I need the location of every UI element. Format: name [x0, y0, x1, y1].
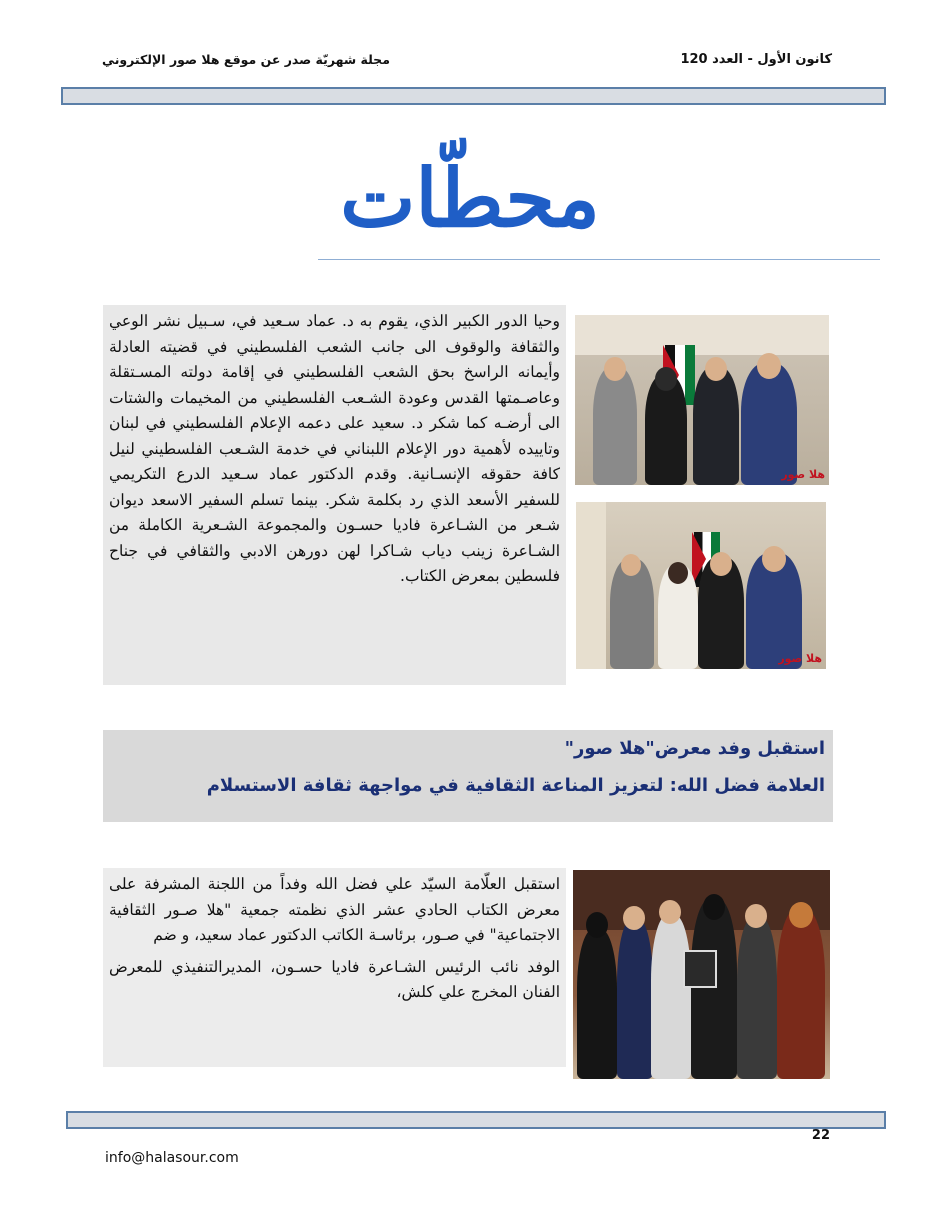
footer-divider-bar — [66, 1111, 886, 1129]
logo-underline — [318, 259, 880, 260]
photo-ambassador-ceremony-1 — [575, 315, 829, 485]
page-number: 22 — [811, 1128, 830, 1143]
article2-text — [103, 868, 566, 1067]
issue-label: كانون الأول - العدد 120 — [680, 52, 832, 67]
article1-text — [103, 305, 566, 685]
article2-paragraph1: استقبل العلّامة السيّد علي فضل الله وفداً من اللجنة المشرفة على معرض الكتاب الحادي عشر الذي نظمته جمعية "هلا صـور الثقافية الاجتماعية" في صـور، برئاسـة الكاتب الدكتور عماد سعيد، و ضم — [109, 875, 561, 944]
photo-watermark: هلا صور — [781, 468, 825, 481]
article2-paragraph2: الوفد نائب الرئيس الشـاعرة فاديا حسـون، المديرالتنفيذي للمعرض الفنان المخرج علي كلش، — [109, 957, 560, 1001]
section-logo: محطّات — [340, 151, 600, 245]
contact-email: info@halasour.com — [105, 1150, 239, 1166]
photo-ambassador-ceremony-2 — [576, 502, 826, 669]
photo-watermark-2: هلا صور — [778, 652, 822, 665]
magazine-tagline: مجلة شهريّة صدر عن موقع هلا صور الإلكتروني — [102, 52, 390, 67]
headline-line2: العلامة فضل الله: لتعزيز المناعة الثقافية في مواجهة ثقافة الاستسلام — [206, 775, 825, 796]
photo-delegation-visit — [573, 870, 830, 1079]
article1-paragraph: وحيا الدور الكبير الذي، يقوم به د. عماد سـعيد في، سـبيل نشر الوعي والثقافة والوقوف الى جانب الشعب الفلسطيني في قضيته العادلة وأيمانه الراسخ بحق الشعب الفلسطيني في إقامة دولته المسـتقلة وعاصـمتها القدس وعودة الشـعب الفلسطيني من المخيمات والشتات الى أرضـه كما شكر د. سعيد على دعمه الإعلام الفلسطيني في لبنان وتاييده لأهمية دور الإعلام اللبناني في خدمة الشـعب الفلسطيني لنيل كافة حقوقه الإنسـانية. وقدم الدكتور عماد سـعيد الدرع التكريمي للسفير الأسعد الذي رد بكلمة شكر. بينما تسلم السفير الاسعد ديوان شـعر من الشـاعرة فاديا حسـون والمجموعة الشـعرية الكاملة من الشـاعرة زينب دياب شـاكرا لهن دورهن الادبي والثقافي في جناح فلسطين بمعرض الكتاب. — [109, 312, 560, 585]
header-divider-bar — [61, 87, 886, 105]
headline-box — [103, 730, 833, 822]
headline-line1: استقبل وفد معرض"هلا صور" — [564, 738, 825, 759]
